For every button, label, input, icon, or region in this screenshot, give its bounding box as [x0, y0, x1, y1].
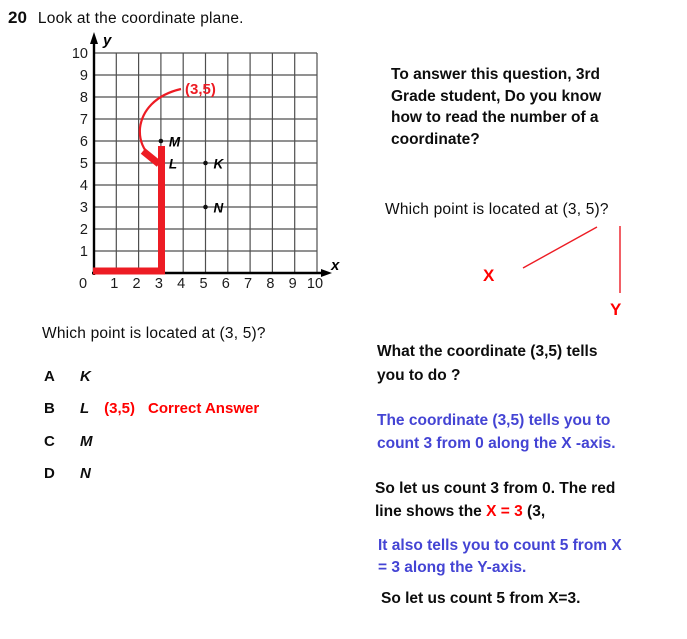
x-tick-label: 7: [244, 276, 253, 292]
intro-paragraph: [391, 64, 601, 150]
choice-d: [44, 465, 91, 482]
count3-pre: line shows the: [375, 502, 487, 520]
question-title: Look at the coordinate plane.: [37, 10, 244, 27]
y-tick-label: 5: [79, 156, 88, 172]
x-tick-label: 6: [221, 276, 230, 292]
y-tick-label: 4: [79, 178, 88, 194]
count3-paragraph: [375, 478, 615, 523]
question-text-repeat: Which point is located at (3, 5)?: [385, 201, 609, 218]
y-tick-label: 9: [79, 68, 88, 84]
question-number: 20: [8, 8, 27, 27]
coordinate-plane: [55, 25, 355, 300]
red-arrowhead-icon: [143, 151, 159, 164]
correct-answer-text: Correct Answer: [148, 400, 260, 417]
blue1-line: count 3 from 0 along the X -axis.: [377, 435, 616, 452]
x-marker-label: X: [483, 266, 495, 285]
x-tick-label: 1: [110, 276, 119, 292]
choice-b-letter: B: [44, 400, 55, 417]
x-tick-label: 9: [288, 276, 297, 292]
x-tick-label: 5: [199, 276, 208, 292]
choice-d-letter: D: [44, 465, 55, 482]
blue-explanation-1: [377, 409, 616, 455]
y-axis-arrow-icon: [90, 32, 98, 44]
y-tick-label: 6: [79, 134, 88, 150]
x-tick-label: 0: [78, 276, 88, 292]
choice-c-letter: C: [44, 433, 55, 450]
coordinate-callout: (3,5): [185, 81, 216, 98]
x-tick-label: 10: [306, 276, 324, 292]
what-line: What the coordinate (3,5) tells: [377, 343, 598, 360]
blue1-line: The coordinate (3,5) tells you to: [377, 412, 611, 429]
x-axis-label: x: [331, 257, 340, 274]
y-tick-label: 7: [79, 112, 88, 128]
intro-line: Grade student, Do you know: [391, 87, 602, 105]
y-tick-label: 2: [79, 222, 88, 238]
y-axis-label: y: [103, 32, 112, 49]
x-pointer-line: [523, 227, 597, 268]
x-tick-labels: [79, 276, 323, 292]
y-tick-label: 3: [79, 200, 88, 216]
point-dot: [203, 205, 208, 210]
y-tick-label: 8: [79, 90, 88, 106]
count3-post: (3,: [527, 502, 546, 520]
choice-a: [44, 368, 91, 385]
correct-answer-note: [104, 400, 259, 417]
plotted-points: [159, 135, 225, 216]
point-label: L: [168, 156, 178, 172]
question-text: Which point is located at (3, 5)?: [42, 325, 266, 342]
choice-b-label: L: [80, 400, 90, 417]
x-tick-label: 4: [177, 276, 186, 292]
what-line: you to do ?: [377, 366, 461, 384]
choice-a-label: K: [80, 368, 91, 385]
blue2-line: It also tells you to count 5 from X: [378, 537, 622, 554]
y-tick-label: 1: [79, 244, 88, 260]
point-dot: [159, 139, 164, 144]
intro-line: coordinate?: [391, 130, 480, 148]
count3-line1: So let us count 3 from 0. The red: [375, 480, 616, 497]
intro-line: how to read the number of a: [391, 109, 599, 127]
intro-line: To answer this question, 3rd: [391, 66, 600, 83]
x-tick-label: 8: [266, 276, 275, 292]
choice-c: [44, 433, 93, 450]
what-paragraph: [377, 340, 597, 387]
x-tick-label: 3: [154, 276, 163, 292]
blue-explanation-2: [378, 535, 622, 579]
count3-red-highlight: X = 3: [486, 502, 523, 520]
red-annotation: [93, 81, 216, 275]
choice-a-letter: A: [44, 368, 55, 385]
blue2-line: = 3 along the Y-axis.: [378, 558, 527, 576]
point-label: N: [213, 200, 224, 216]
count5-paragraph: So let us count 5 from X=3.: [381, 590, 581, 607]
y-tick-labels: [72, 46, 88, 260]
choice-b: [44, 400, 259, 417]
choice-d-label: N: [80, 465, 91, 482]
point-label: K: [213, 156, 224, 172]
count3-line2: [375, 501, 615, 524]
x-tick-label: 2: [132, 276, 141, 292]
point-label: M: [168, 134, 181, 150]
correct-answer-coord: (3,5): [104, 400, 136, 417]
choice-c-label: M: [80, 433, 93, 450]
point-dot: [203, 161, 208, 166]
y-marker-label: Y: [610, 300, 622, 319]
y-tick-label: 10: [71, 46, 88, 62]
